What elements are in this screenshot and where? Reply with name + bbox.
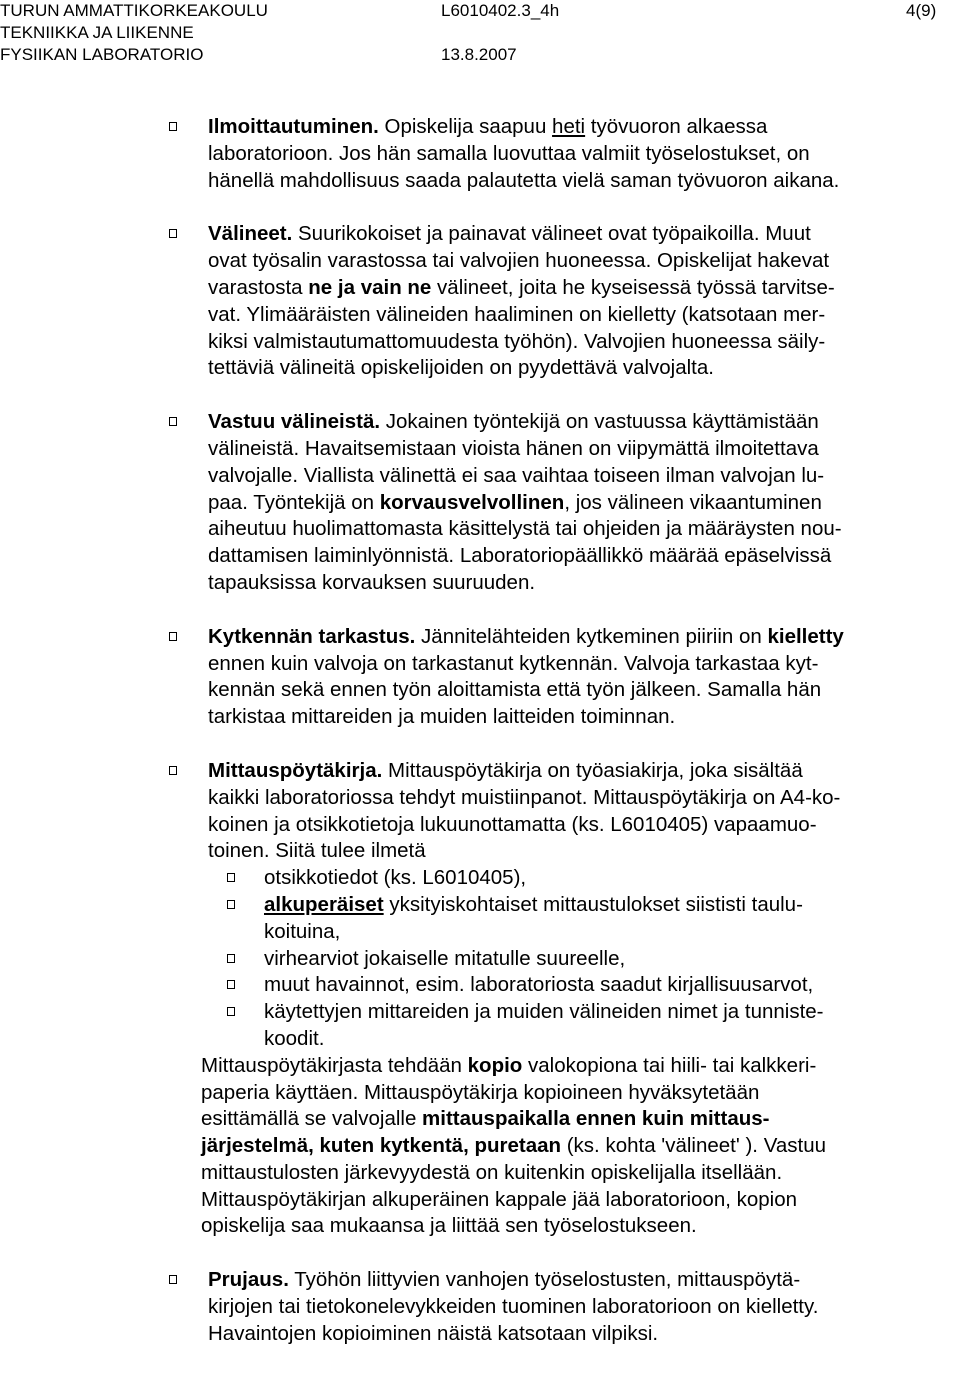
square-bullet-icon [169,632,177,641]
square-bullet-icon [227,980,235,989]
emphasis-bold: korvausvelvollinen [379,490,565,514]
emphasis-bold: mittauspaikalla ennen kuin mittaus- [422,1107,770,1131]
list-item: käytettyjen mittareiden ja muiden välineiden nimet ja tunniste- koodit. [0,999,960,1053]
square-bullet-icon [227,954,235,963]
square-bullet-icon [169,229,177,238]
department-name: TEKNIIKKA JA LIIKENNE [0,23,194,42]
list-item: muut havainnot, esim. laboratoriosta saadut kirjallisuusarvot, [0,972,960,999]
square-bullet-icon [169,417,177,426]
section-valineet: Välineet. Suurikokoiset ja painavat välineet ovat työpaikoilla. Muut ovat työsalin varastossa tai valvojien huoneessa. Opiskelijat hakevat varastosta ne ja vain ne välineet, joita he kyseisessä työssä tarvitse- vat. Ylimääräisten välineiden haaliminen on kielletty (katsotaan mer- kiksi valmistautumattomuudesta työhön). Valvojien huoneessa säily- tettäviä välineitä opiskelijoiden on pyydettävä valvojalta. [0,221,960,382]
mittauspoytakirja-contents-list [0,865,960,1240]
section-heading: Vastuu välineistä. [208,410,381,434]
square-bullet-icon [169,766,177,775]
section-heading: Mittauspöytäkirja. [208,758,383,782]
square-bullet-icon [169,122,177,131]
section-heading: Välineet. [208,222,293,246]
list-item: alkuperäiset yksityiskohtaiset mittaustulokset siististi taulu- koituina, [0,892,960,946]
section-prujaus: Prujaus. Työhön liittyvien vanhojen työselostusten, mittauspöytä- kirjojen tai tietokonelevykkeiden tuominen laboratorioon on kielletty. Havaintojen kopioiminen näistä katsotaan vilpiksi. [0,1267,960,1347]
section-heading: Prujaus. [208,1268,289,1292]
section-ilmoittautuminen: Ilmoittautuminen. Opiskelija saapuu heti työvuoron alkaessa laboratorioon. Jos hän samalla luovuttaa valmiit työselostukset, on hänellä mahdollisuus saada palautetta vielä saman työvuoron aikana. [0,114,960,194]
section-kytkenta: Kytkennän tarkastus. Jännitelähteiden kytkeminen piiriin on kielletty ennen kuin valvoja on tarkastanut kytkennän. Valvoja tarkastaa kyt- kennän sekä ennen työn aloittamista että työn jälkeen. Samalla hän tarkistaa mittareiden ja muiden laitteiden toiminnan. [0,624,960,731]
list-item: virhearviot jokaiselle mitatulle suureelle, [0,946,960,973]
emphasis-bold-underline: alkuperäiset [264,892,384,916]
square-bullet-icon [227,900,235,909]
laboratory-name: FYSIIKAN LABORATORIO [0,45,204,64]
section-vastuu: Vastuu välineistä. Jokainen työntekijä on vastuussa käyttämistään välineistä. Havaitsemistaan vioista hänen on viipymättä ilmoitettava valvojalle. Viallista välinettä ei saa vaihtaa toiseen ilman valvojan lu- paa. Työntekijä on korvausvelvollinen, jos välineen vikaantuminen aiheutuu huolimattomasta käsittelystä tai ohjeiden ja määräysten nou- dattamisen laiminlyönnistä. Laboratoriopäällikkö määrää epäselvissä tapauksissa korvauksen suuruuden. [0,409,960,597]
page-number: 4(9) [906,1,937,20]
document-date: 13.8.2007 [441,45,517,64]
emphasis-bold: ne ja vain ne [308,275,432,299]
emphasis-underline: heti [552,115,586,138]
institution-name: TURUN AMMATTIKORKEAKOULU [0,1,268,20]
square-bullet-icon [227,873,235,882]
document-body [0,114,960,1348]
emphasis-bold: kopio [467,1053,523,1077]
square-bullet-icon [169,1275,177,1284]
list-item: otsikkotiedot (ks. L6010405), [0,865,960,892]
emphasis-bold: järjestelmä, kuten kytkentä, puretaan [201,1134,562,1158]
square-bullet-icon [227,1007,235,1016]
mittauspoytakirja-paragraph: Mittauspöytäkirjasta tehdään kopio valokopiona tai hiili- tai kalkkeri- paperia käyttäen. Mittauspöytäkirja kopioineen hyväksytetään esittämällä se valvojalle mittauspaikalla ennen kuin mittaus- järjestelmä, kuten kytkentä, puretaan (ks. kohta 'välineet' ). Vastuu mittaustulosten järkevyydestä on kuitenkin opiskelijalla itsellään. Mittauspöytäkirjan alkuperäinen kappale jää laboratorioon, kopion opiskelija saa mukaansa ja liittää sen työselostukseen. [201,1053,826,1238]
emphasis-bold: kielletty [767,624,844,648]
section-heading: Kytkennän tarkastus. [208,624,416,648]
section-heading: Ilmoittautuminen. [208,115,379,138]
document-code: L6010402.3_4h [441,1,560,20]
page-header [0,0,960,66]
section-mittauspoytakirja: Mittauspöytäkirja. Mittauspöytäkirja on työasiakirja, joka sisältää kaikki laboratoriossa tehdyt muistiinpanot. Mittauspöytäkirja on A4-ko- koinen ja otsikkotietoja lukuunottamatta (ks. L6010405) vapaamuo- toinen. Siitä tulee ilmetä [0,758,960,865]
